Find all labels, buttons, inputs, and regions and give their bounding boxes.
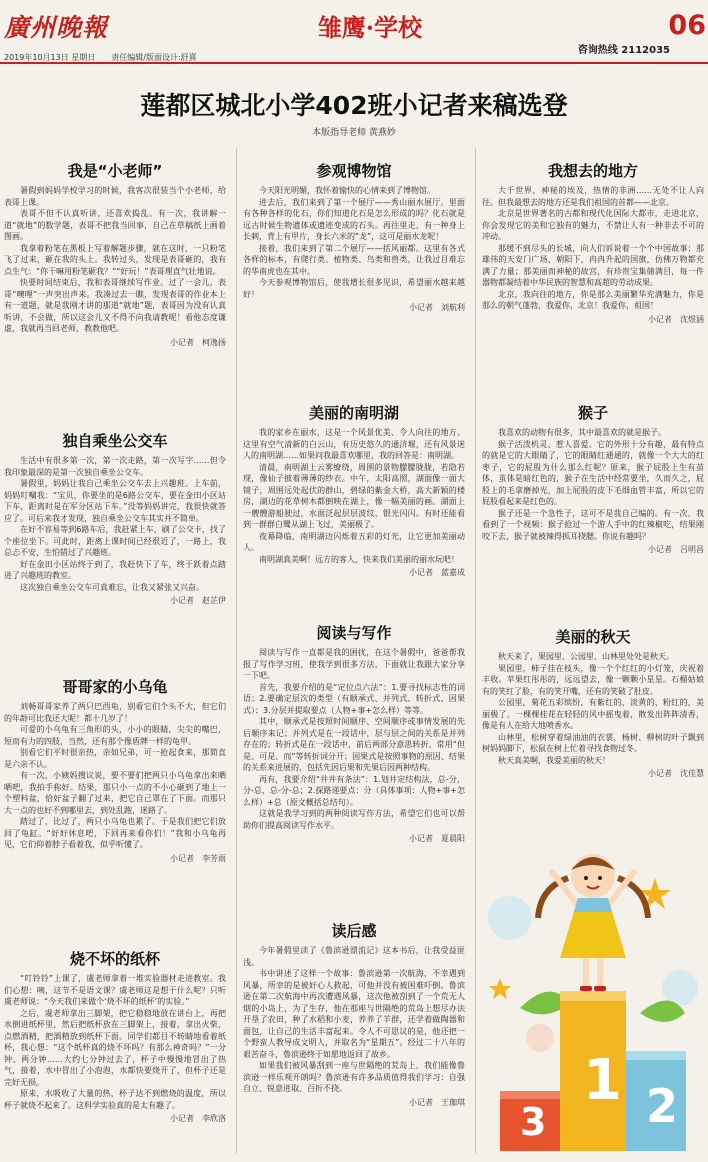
article-byline: 小记者 蓝嘉成 <box>409 568 465 577</box>
article-little-teacher <box>4 160 226 400</box>
article-paragraph: 猴子还是一个急性子，这可不是我自己编的。有一次，我看到了一个视频：猴子抢过一个游人手中的红辣椒吃，结果刚咬下去，猴子就被辣得抓耳挠腮。你说有趣吗？ <box>482 508 704 541</box>
article-paragraph: 猴子活泼机灵、惹人喜爱。它的外形十分有趣，最有特点的就是它的大眼睛了，它的眼睛红通通的，就像一个大大的红枣子，它的屁股为什么那么红呢？原来，猴子屁股上生有茧体，茧体是暗红色的，猴子在生活中经常要坐，久而久之，屁股上的毛拿磨掉光，加上屁股的皮下毛细血管丰富，所以它的屁股看起来是红色的。 <box>482 439 704 506</box>
article-reading-writing <box>243 622 465 874</box>
page-headline: 莲都区城北小学402班小记者来稿选登 <box>140 91 568 120</box>
article-paragraph: 在好不容易等到6路车后，我赶紧上车，刷了公交卡，找了个座位坐下。可此时，距离上课时间已经很近了，一路上，我总忐不安，生怕错过了兴趣班。 <box>4 525 226 557</box>
article-paragraph: 今天阳光明媚，我怀着愉快的心情来到了博物馆。 <box>259 186 435 195</box>
article-paragraph: 书中讲述了这样一个故事：鲁滨逊第一次航海，不幸遇到风暴，所幸的是被好心人救起，可他并没有被困难吓倒。鲁滨逊在第二次航海中再次遭遇风暴，这次他被刮到了一个荒无人烟的小岛上，为了生存，他在那座与世隔绝的荒岛上想尽办法开垦了农田，种了水稻和小麦，养养了羊群，还学着做陶器和面包，让自己的生活丰富起来。令人不可思议的是，他还把一个野蛮人教导成文明人，并取名为“星期五”。经过二十八年的艰苦奋斗，鲁滨逊终于如愿地返回了故乡。 <box>243 969 465 1059</box>
article-paragraph: 山林里，松树穿着绿油油的衣裳，杨树、柳树的叶子飘到树妈妈脚下，松鼠在树上忙着寻找食物过冬。 <box>482 732 704 753</box>
article-byline: 小记者 王珈琪 <box>409 1097 465 1107</box>
article-byline: 小记者 刘航利 <box>409 303 465 312</box>
page-number: 06 <box>668 10 706 41</box>
article-byline: 小记者 柯逸扬 <box>170 337 226 347</box>
issue-meta: 2019年10月13日 星期日 责任编辑/版面设计:舒熹 <box>4 53 197 62</box>
hotline: 咨询热线 2112035 <box>577 45 670 56</box>
article-paragraph: 我喜欢的动物有很多，其中最喜欢的就是猴子。 <box>498 428 666 437</box>
article-nanming-lake <box>243 402 465 602</box>
article-body <box>4 701 226 851</box>
article-paragraph: 刘畅哥哥家养了两只巴西龟，别看它们个头不大，但它们的年龄可比我还大呢！都十几岁了！ <box>4 702 226 723</box>
article-body <box>4 455 226 593</box>
article-title: 猴子 <box>577 404 608 422</box>
article-body <box>482 427 704 542</box>
article-body <box>243 185 465 300</box>
article-autumn <box>482 626 704 834</box>
article-byline: 小记者 李芳雨 <box>170 853 226 863</box>
podium-number-third: 3 <box>520 1100 547 1144</box>
article-title: 独自乘坐公交车 <box>62 432 168 450</box>
column-divider <box>475 148 476 1153</box>
article-paragraph: 其中，顺承式是按照时间顺序、空间顺序或事情发展的先后顺序来记；并列式是在一段话中，层与层之间的关系是并列存在的；转折式是在一段话中，前后两部分意思转折，常用“但是、可是、而”等转折词分开；因果式是按照事物的原因、结果的关系来进展的，包括先因后果和先果后因两种结构。 <box>243 717 465 772</box>
article-paragraph: 我拿着粉笔在黑板上写着解题步骤，就在这时，一只粉笔飞了过来，砸在我的头上。我转过头，发现是表哥砸的，我有点生气：“你干嘛用粉笔砸我？”“好玩！”表哥理直气壮地说。 <box>4 243 226 276</box>
article-paragraph: 南明湖真美啊！远方的客人，快来我们美丽的丽水玩吧！ <box>259 554 459 564</box>
article-body <box>243 427 465 565</box>
section-title: 雏鹰·学校 <box>317 13 423 42</box>
article-title: 阅读与写作 <box>316 624 392 642</box>
article-paragraph: 有一次，小姨妈搜议说，要不要们把两只小乌龟拿出来晒晒吧，我拍手称好。结果，那只小一点的不小心砸到了地上一个塑料盆，恰好盆子翻了过来，把它自己罩在了下面。而那只大一点的也好不到哪里去，到处乱跑，迷路了。 <box>4 771 226 815</box>
article-paragraph: 这次独自乘坐公交车可真难忘，让我又紧张又兴奋。 <box>20 582 204 592</box>
article-paragraph: 这就是我学习到的两种阅读写作方法，希望它们也可以帮助你们提高阅读写作水平。 <box>243 809 465 830</box>
article-place-to-go <box>482 160 704 370</box>
article-paragraph: 快要时间结束后，我和表哥继续写作业。过了一会儿，表哥“噢哩”一声突出声来。我凑过去一瞧，发现表哥的作业本上有一道题，就是我刚才讲的那道“就地”题，表哥因为没有认真听讲，不会做，所以这会儿又不得不向我请教呢！看他态度谦虚，我就再当回老师，教教他吧。 <box>4 278 226 333</box>
girl-figure <box>538 854 648 991</box>
article-body <box>482 185 704 312</box>
article-paragraph: 秋天来了，果园里、公园里、山林里处处是秋天。 <box>498 652 674 661</box>
article-paragraph: 进去后，我们来到了第一个展厅——秀山丽水展厅。里面有各种各样的化石，你们知道化石是怎么形成的吗？化石就是远古时候生物遗体或遗迹变成的石头。再往里走，有一种身上长刺，背上有甲片，身长六米的“龙”，这可是丽水龙呢！ <box>243 197 465 241</box>
article-paragraph: 秋天真美啊，我爱美丽的秋天！ <box>498 755 610 765</box>
article-paragraph: 今年暑假里读了《鲁滨逊漂流记》这本书后，让我受益匪浅。 <box>243 946 465 967</box>
article-paragraph: 好在金田小区站终于到了，我赶快下了车，终于跃着点踏进了兴趣班的教室。 <box>4 559 226 580</box>
podium-number-second: 2 <box>646 1079 679 1133</box>
article-paragraph: 别看它们平时很亲热，亲如兄弟，可一抢起食来，那简直是六亲不认。 <box>4 748 226 769</box>
article-paragraph: 踏过了，比过了，两只小乌龟也累了。于是我们把它们放回了龟缸。“好好休息吧，下回再来看你们！”我和小乌龟再见，它们仰着脖子看着我，似乎听懂了。 <box>4 817 226 849</box>
article-title: 哥哥家的小乌龟 <box>62 678 168 696</box>
podium-girl-illustration <box>480 838 706 1156</box>
article-paragraph: 那缓不到尽头的长城，向人们诉说着一个个中国故事；那雄伟的天安门广场，朝阳下，冉冉升起的国旗，仿佛万物都充满了力量；那美丽而神秘的故宫，有珍贵宝集储满目，每一件器物都凝结着中华民族的智慧和高超的劳动成果。 <box>482 243 704 287</box>
article-paragraph: 暑假里，妈妈让我自己乘坐公交车去上兴趣班。上车前，妈妈叮嘱我：“宝贝，你要坐的是6路公交车，要在金田小区站下车，距离时是在军分区站下车。”没等妈妈讲完，我很快就答应了。可后来我才发现，独自乘坐公交车其实并不简单。 <box>4 479 226 523</box>
column-divider <box>236 148 237 1153</box>
article-byline: 小记者 李欣洛 <box>170 1114 226 1123</box>
article-paragraph: 可爱的小乌龟有三角形的头，小小的眼睛，尖尖的嘴巴，短而有力的四肢，当然，还有那个像盾牌一样的龟甲。 <box>4 725 226 746</box>
article-body <box>4 185 226 335</box>
article-body <box>243 647 465 831</box>
article-byline: 小记者 赵芷伊 <box>170 596 226 605</box>
podium-number-first: 1 <box>583 1048 622 1113</box>
article-monkey <box>482 402 704 622</box>
page-subhead: 本版指导老师 黄燕妙 <box>312 128 396 138</box>
article-paragraph: 大千世界，神秘的埃及，热情的非洲……无处不让人向往。但我最想去的地方还是我们祖国的首都——北京。 <box>482 186 704 207</box>
article-paragraph: 暑假到妈妈学校学习的时候，我客次很装当个小老师，给表哥上课。 <box>4 186 226 207</box>
article-museum <box>243 160 465 370</box>
article-byline: 小记者 沈佳慧 <box>648 769 704 778</box>
article-paragraph: 今天参观博物馆后，使我增长很多见识，希望丽水越来越好！ <box>243 278 465 299</box>
article-paragraph: 阅读与写作一直都是我的困扰，在这个暑假中，爸爸帮我报了写作学习班，使我学到很多方法，下面就让我跟大家分享一下吧。 <box>243 648 465 680</box>
newspaper-logo: 廣州晚報 <box>4 13 109 42</box>
article-title: 美丽的秋天 <box>555 628 631 646</box>
article-paper-cup <box>4 948 226 1158</box>
article-byline: 小记者 沈煜涵 <box>648 314 704 324</box>
article-body <box>4 973 226 1111</box>
article-title: 我是“小老师” <box>67 162 163 180</box>
article-paragraph: 夜幕降临，南明湖边闪烁着五彩的灯光，让它更加美丽动人。 <box>243 531 465 552</box>
article-paragraph: 北京，我向往的地方，你是那么美丽繁华充满魅力，你是那么的朝气蓬勃，我爱你，北京！我爱你，祖国！ <box>482 289 704 310</box>
article-bus-alone <box>4 430 226 652</box>
article-title: 烧不坏的纸杯 <box>69 950 160 968</box>
article-paragraph: 生活中有很多第一次，第一次走路，第一次写字……但令我印象最深的是第一次独自乘坐公交车。 <box>4 456 226 477</box>
article-paragraph: 果园里，柿子挂在枝头，像一个个红红的小灯笼，庆祝着丰收。苹果红彤彤的，远远望去，像一颗颗小星星。石榴姑娘有的笑红了脸，有的笑开嘴，还有的笑破了肚皮。 <box>482 663 704 696</box>
article-paragraph: 再有，我要介绍“井井有条法”：1.划井定结构法，总-分，分-总，总-分-总；2.探路递要点：分（具体事项：人物+事+怎么样）+总（原文概括总结句）。 <box>243 774 465 807</box>
article-title: 美丽的南明湖 <box>308 404 399 422</box>
article-book-review <box>243 920 465 1156</box>
article-paragraph: 之后，虞老师拿出三脚架，把它稳稳地放在讲台上，再把水倒进纸杯里，然后把纸杯放在三脚架上，接着，拿出火柴，点燃酒精，把酒精放到纸杯下面。同学们都目不转睛地看着纸杯，我心想：“这个纸杯真的烧不坏吗？有那么神奇吗？”一分钟、两分钟……大约七分钟过去了，杯子中慢慢地冒出了热气，接着，水中冒出了小泡泡，水都快要烧开了，但杯子还是完好无损。 <box>4 1008 226 1087</box>
article-title: 我想去的地方 <box>547 162 638 180</box>
article-body <box>243 945 465 1095</box>
article-paragraph: 接着，我们来到了第二个展厅——括风丽都。这里有各式各样的标本，有爬行类、植物类、鸟类和兽类，让我过目难忘的华南虎也在其中。 <box>243 243 465 276</box>
masthead-rule <box>0 62 708 64</box>
article-byline: 小记者 吕明昌 <box>648 545 704 554</box>
article-title: 读后感 <box>331 922 377 940</box>
article-paragraph: 首先，我要介绍的是“定位点六法”：1.要寻找标志性的词语；2.要确定层次的类型（有顺承式、并列式、转折式、因果式）；3.分层并提取要点（人物+事+怎么样）等等。 <box>243 682 465 715</box>
star-icon <box>489 978 511 999</box>
article-paragraph: “叮铃铃”上课了，虞老师拿着一堆实验器材走进教室。我们心想：咦，这节不是语文课？虞老师这是想干什么呢？只听虞老师说：“今天我们来做个‘烧不坏的纸杯’的实验。” <box>4 974 226 1006</box>
article-paragraph: 如果我们被风暴刮到一座与世隔绝的荒岛上，我们能像鲁滨逊一样乐观开朗吗？鲁滨逊有许多品质值得我们学习：自强自立、锐意进取、百折不挠。 <box>243 1061 465 1093</box>
article-paragraph: 清晨，南明湖上云雾缭绕，周围的景物朦朦胧胧，若隐若现，像仙子披着薄薄的纱衣。中午，太阳高照，湖面像一面大镜子，周围远处起伏的群山，碧绿的紫金大桥，高大新颖的楼房，湖边的花草树木都倒映在湖上，像一幅美丽的画。湖面上一艘艘游船驶过，水面泛起层层波纹，银光闪闪。有时还能看到一群群白鹭从湖上飞过，美丽极了。 <box>243 462 465 529</box>
article-paragraph: 公园里，菊花五彩缤纷，有紫红的、淡黄的、粉红的，美丽极了。一棵棵桂花在轻轻的风中摇曳着，散发出阵阵清香，像是有人在给大地喷香水。 <box>482 698 704 730</box>
article-byline: 小记者 夏晨阳 <box>409 834 465 843</box>
article-title: 参观博物馆 <box>316 162 392 180</box>
article-paragraph: 表哥不但不认真听讲，还喜欢捣乱。有一次，我讲解一道“就地”的数学题，表哥不把我当回事，自己在草稿纸上画着图画。 <box>4 209 226 241</box>
article-paragraph: 北京是世界著名的古都和现代化国际大都市，走进北京，你会发现它的美和它独有的魅力，不禁让人有一种非去不可的冲动。 <box>482 209 704 241</box>
article-paragraph: 我的家乡在丽水，这是一个风景优美、令人向往的地方。这里有空气清新的白云山，有历史悠久的通济堰，还有风景迷人的南明湖……如果问我最喜欢哪里，我的回答是：南明湖。 <box>243 428 465 460</box>
article-body <box>482 651 704 766</box>
article-paragraph: 原来，水吸收了大量的热，杯子达不到燃烧的温度，所以杯子就烧不起来了。这科学实验真的是太有趣了。 <box>4 1089 226 1110</box>
article-little-turtle <box>4 676 226 924</box>
